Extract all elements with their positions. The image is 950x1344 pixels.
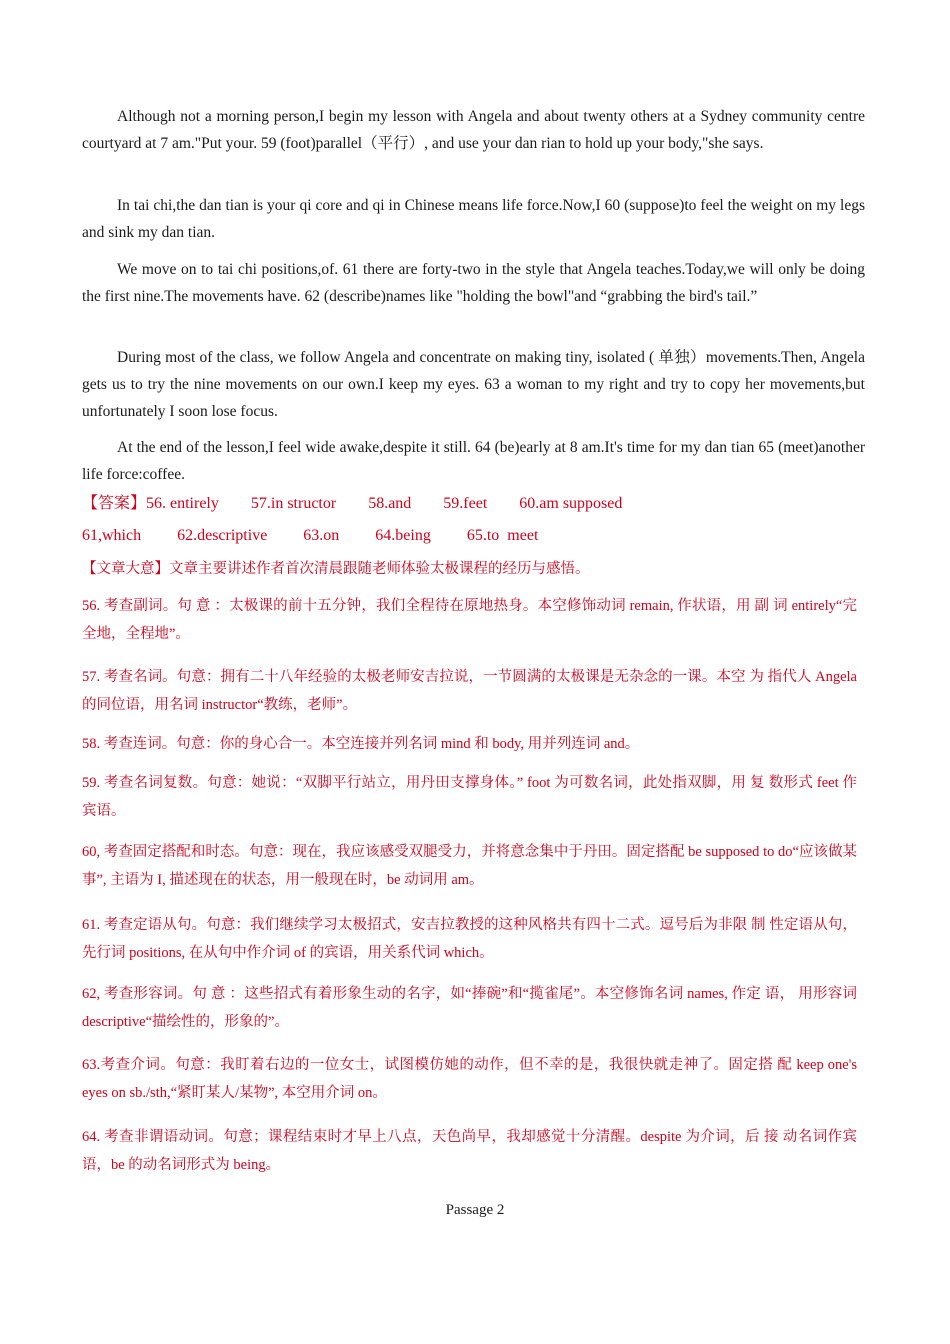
summary-text: 【文章大意】文章主要讲述作者首次清晨跟随老师体验太极课程的经历与感悟。 <box>82 561 590 577</box>
page-footer: Passage 2 <box>445 1202 505 1218</box>
paragraph-text: At the end of the lesson,I feel wide awake,despite it still. 64 (be)early at 8 am.It's time for my dan tian 65 (meet)another life force:coffee. <box>82 439 865 483</box>
passage-paragraph-5 <box>82 434 865 488</box>
passage-paragraph-3 <box>82 256 865 310</box>
explanation-56: 56. 考查副词。句 意 ：太极课的前十五分钟，我们全程待在原地热身。本空修饰动词 remain, 作状语，用 副 词 entirely“完全地，全程地”。 <box>82 598 857 642</box>
passage-paragraph-1 <box>82 103 865 157</box>
explanation-63: 63.考查介词。句意：我盯着右边的一位女士，试图模仿她的动作，但不幸的是，我很快就走神了。固定搭 配 keep one's eyes on sb./sth,“紧盯某人/某物”, 本空用介词 on。 <box>82 1057 857 1101</box>
explanation-59: 59. 考查名词复数。句意：她说：“双脚平行站立，用丹田支撑身体。” foot 为可数名词，此处指双脚，用 复 数形式 feet 作宾语。 <box>82 775 857 819</box>
explanation-57: 57. 考查名词。句意：拥有二十八年经验的太极老师安吉拉说，一节圆满的太极课是无杂念的一课。本空 为 指代人 Angela 的同位语，用名词 instructor“教练，老师”。 <box>82 669 857 713</box>
paragraph-text: Although not a morning person,I begin my lesson with Angela and about twenty others at a Sydney community centre courtyard at 7 am."Put your. 59 (foot)parallel（平行）, and use your dan rian to hold up your body,"she says. <box>82 108 865 152</box>
explanation-58: 58. 考查连词。句意：你的身心合一。本空连接并列名词 mind 和 body, 用并列连词 and。 <box>82 736 640 752</box>
answer-line-1: 【答案】56. entirely 57.in structor 58.and 59.feet 60.am supposed <box>82 495 623 512</box>
explanation-64: 64. 考查非谓语动词。句意；课程结束时才早上八点，天色尚早，我却感觉十分清醒。despite 为介词，后 接 动名词作宾语，be 的动名词形式为 being。 <box>82 1129 857 1173</box>
paragraph-text: We move on to tai chi positions,of. 61 there are forty-two in the style that Angela teaches.Today,we will only be doing the first nine.The movements have. 62 (describe)names like "holding the bowl"and “grabbing the bird's tail.” <box>82 261 865 305</box>
explanation-61: 61. 考查定语从句。句意：我们继续学习太极招式，安吉拉教授的这种风格共有四十二式。逗号后为非限 制 性定语从句，先行词 positions, 在从句中作介词 of 的宾语，用关系代词 which。 <box>82 917 857 961</box>
paragraph-text: During most of the class, we follow Angela and concentrate on making tiny, isolated ( 单独）movements.Then, Angela gets us to try the nine movements on our own.I keep my eyes. 63 a woman to my right and try to copy her movements,but unfortunately I soon lose focus. <box>82 349 865 420</box>
passage-paragraph-2 <box>82 192 865 246</box>
passage-paragraph-4 <box>82 344 865 425</box>
answer-line-2: 61,which 62.descriptive 63.on 64.being 65.to meet <box>82 527 539 544</box>
paragraph-text: In tai chi,the dan tian is your qi core and qi in Chinese means life force.Now,I 60 (suppose)to feel the weight on my legs and sink my dan tian. <box>82 197 865 241</box>
explanation-60: 60, 考查固定搭配和时态。句意：现在，我应该感受双腿受力，并将意念集中于丹田。固定搭配 be supposed to do“应该做某事”, 主语为 I, 描述现在的状态，用一般现在时，be 动词用 am。 <box>82 844 857 888</box>
explanation-62: 62, 考查形容词。句 意 ：这些招式有着形象生动的名字，如“捧碗”和“揽雀尾”。本空修饰名词 names, 作定 语， 用形容词 descriptive“描绘性的，形象的”。 <box>82 986 857 1030</box>
